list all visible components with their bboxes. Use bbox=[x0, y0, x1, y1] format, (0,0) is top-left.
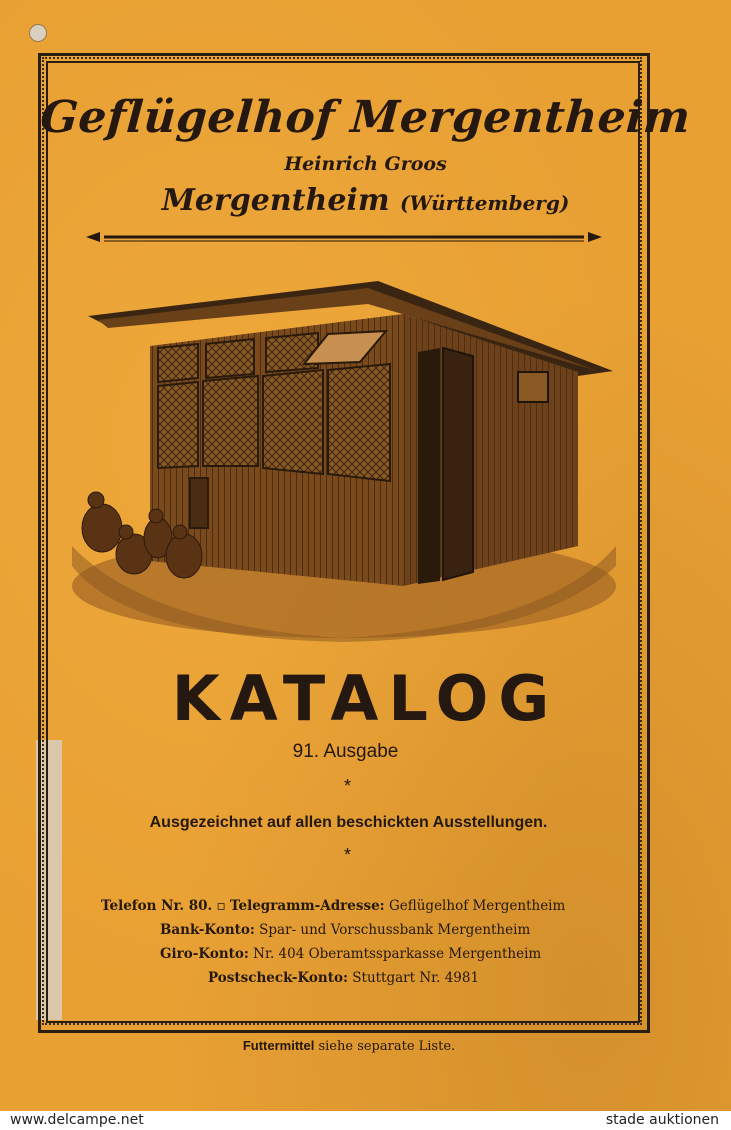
giro-value: Nr. 404 Oberamtssparkasse Mergentheim bbox=[253, 946, 542, 962]
city-name: Mergentheim bbox=[161, 183, 390, 218]
watermark-left: www.delcampe.net bbox=[10, 1112, 144, 1128]
edition: 91. Ausgabe bbox=[292, 741, 399, 762]
contact-line-bank bbox=[160, 922, 530, 938]
company-name: Geflügelhof Mergentheim bbox=[38, 92, 693, 143]
feed-note-rest: siehe separate Liste. bbox=[318, 1039, 456, 1054]
bullet-icon: ▫ bbox=[216, 898, 226, 914]
separator-star: * bbox=[343, 776, 351, 796]
contact-line-postscheck bbox=[208, 970, 479, 986]
owner-name: Heinrich Groos bbox=[284, 153, 447, 175]
catalog-title: KATALOG bbox=[171, 662, 560, 735]
city-line bbox=[0, 183, 731, 218]
bank-value: Spar- und Vorschussbank Mergentheim bbox=[259, 922, 531, 938]
postscheck-value: Stuttgart Nr. 4981 bbox=[352, 970, 480, 986]
region-name: (Württemberg) bbox=[400, 191, 570, 215]
giro-label: Giro-Konto: bbox=[160, 946, 249, 962]
feed-note-bold: Futtermittel bbox=[242, 1038, 315, 1053]
poultry-house-illustration bbox=[68, 276, 620, 646]
postscheck-label: Postscheck-Konto: bbox=[208, 970, 348, 986]
feed-note bbox=[0, 1038, 698, 1054]
telegram-value: Geflügelhof Mergentheim bbox=[388, 898, 566, 914]
contact-line-phone bbox=[101, 898, 565, 914]
phone-label: Telefon Nr. 80. bbox=[101, 898, 213, 914]
award-line: Ausgezeichnet auf allen beschickten Ausstellungen. bbox=[149, 814, 548, 831]
decorative-rule bbox=[86, 228, 602, 246]
separator-star: * bbox=[343, 845, 351, 865]
watermark-right: stade auktionen bbox=[605, 1112, 719, 1128]
punch-hole bbox=[29, 24, 47, 42]
bank-label: Bank-Konto: bbox=[160, 922, 255, 938]
telegram-label: Telegramm-Adresse: bbox=[229, 898, 385, 914]
contact-line-giro bbox=[160, 946, 541, 962]
